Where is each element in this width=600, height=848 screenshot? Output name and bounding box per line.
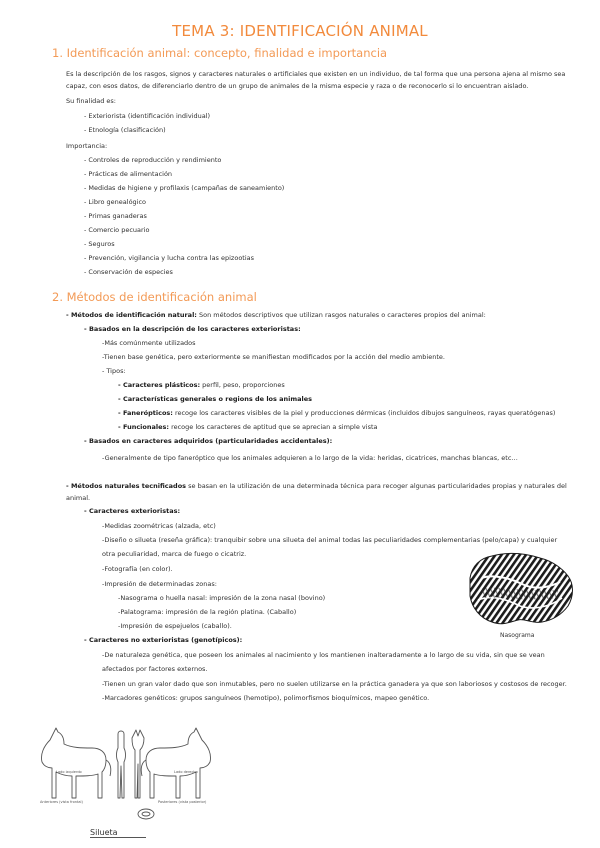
tipo-title: - Caracteres plásticos:	[118, 381, 201, 389]
finalidad-item: - Etnología (clasificación)	[84, 126, 166, 134]
subsection-exterioristas: - Basados en la descripción de los caracteres exterioristas:	[84, 325, 301, 333]
importancia-item: - Libro genealógico	[84, 198, 147, 206]
tipo-item	[118, 423, 378, 432]
section2-heading: 2. Métodos de identificación animal	[52, 290, 257, 304]
silueta-caption: Silueta	[90, 828, 146, 838]
nasograma-caption: Nasograma	[500, 632, 535, 639]
method-tecnificado-text-2: animal.	[66, 494, 91, 502]
text-line: -Fotografía (en color).	[102, 565, 173, 573]
silueta-image	[36, 718, 216, 830]
text-line: otra peculiaridad, marca de fuego o cicatriz.	[102, 550, 247, 558]
tipo-title: - Funcionales:	[118, 423, 169, 431]
silueta-label: Posteriores (vista posterior)	[158, 800, 207, 804]
tipo-text: perfil, peso, proporciones	[200, 381, 285, 389]
text-line: -Tienen un gran valor dado que son inmutables, pero no suelen utilizarse en la práctica ganadera ya que son laboriosos y costosos de recoger.	[102, 680, 567, 688]
method-tecnificado-text: se basan en la utilización de una determinada técnica para recoger algunas particularidades propias y naturales del	[186, 482, 567, 490]
method-natural-text: Son métodos descriptivos que utilizan rasgos naturales o caracteres propios del animal:	[196, 311, 486, 319]
zona-item: -Palatograma: impresión de la región platina. (Caballo)	[118, 608, 297, 616]
importancia-item: - Controles de reproducción y rendimiento	[84, 156, 222, 164]
zona-item: -Nasograma o huella nasal: impresión de la zona nasal (bovino)	[118, 594, 326, 602]
text-line: afectados por factores externos.	[102, 665, 208, 673]
subsection-genotipicos: - Caracteres no exterioristas (genotípicos):	[84, 636, 243, 644]
importancia-item: - Prácticas de alimentación	[84, 170, 173, 178]
method-tecnificado	[66, 482, 567, 491]
importancia-item: - Seguros	[84, 240, 115, 248]
section1-heading: 1. Identificación animal: concepto, finalidad e importancia	[52, 46, 388, 60]
text-line: - Tipos:	[102, 367, 126, 375]
tipo-text: recoge los caracteres de aptitud que se aprecian a simple vista	[169, 423, 378, 431]
text-line: -Diseño o silueta (reseña gráfica): tranquibir sobre una silueta del animal todas las peculiaridades complementarias (pelo/capa) y cualquier	[102, 536, 558, 544]
importancia-item: - Medidas de higiene y profilaxis (campañas de saneamiento)	[84, 184, 285, 192]
tipo-text: recoge los caracteres visibles de la piel y producciones dérmicas (incluidos dibujos sanguíneos, rayas queratógenas)	[172, 409, 556, 417]
tipo-title: - Fanerópticos:	[118, 409, 173, 417]
text-line: -Generalmente de tipo faneróptico que los animales adquieren a lo largo de la vida: heridas, cicatrices, manchas blancas, etc…	[102, 454, 518, 462]
importancia-label: Importancia:	[66, 142, 108, 150]
silueta-label: Anteriores (vista frontal)	[40, 800, 83, 804]
tipo-item	[118, 381, 285, 390]
text-line: -Más comúnmente utilizados	[102, 339, 196, 347]
method-tecnificado-title: - Métodos naturales tecnificados	[66, 482, 187, 490]
text-line: -Tienen base genética, pero exteriormente se manifiestan modificados por la acción del medio ambiente.	[102, 353, 445, 361]
tipo-item	[118, 409, 555, 418]
nasograma-image	[462, 548, 578, 630]
subsection-caracteres-exterioristas: - Caracteres exterioristas:	[84, 507, 181, 515]
text-line: -Marcadores genéticos: grupos sanguíneos (hemotipo), polimorfismos bioquímicos, mapeo genético.	[102, 694, 430, 702]
zona-item: -Impresión de espejuelos (caballo).	[118, 622, 232, 630]
silueta-label: Lado derecho	[174, 770, 198, 774]
text-line: -Impresión de determinadas zonas:	[102, 580, 217, 588]
text-line: -Medidas zoométricas (alzada, etc)	[102, 522, 216, 530]
intro-line-2: capaz, con esos datos, de diferenciarlo dentro de un grupo de animales de la misma especie y raza o de reconocerlo si lo encuentran aislado.	[66, 82, 529, 90]
finalidad-label: Su finalidad es:	[66, 97, 116, 105]
intro-line-1: Es la descripción de los rasgos, signos y caracteres naturales o artificiales que existen en un individuo, de tal forma que una persona ajena al mismo sea	[66, 70, 566, 78]
silueta-label: Lado izquierdo	[56, 770, 82, 774]
method-natural-title: - Métodos de identificación natural:	[66, 311, 197, 319]
importancia-item: - Prevención, vigilancia y lucha contra las epizootias	[84, 254, 255, 262]
tipo-item: - Características generales o regions de los animales	[118, 395, 313, 403]
finalidad-item: - Exteriorista (identificación individual)	[84, 112, 211, 120]
subsection-adquiridos: - Basados en caracteres adquiridos (particularidades accidentales):	[84, 437, 333, 445]
text-line: -De naturaleza genética, que poseen los animales al nacimiento y los mantienen inalteradamente a lo largo de su vida, sin que se vean	[102, 651, 545, 659]
importancia-item: - Primas ganaderas	[84, 212, 147, 220]
importancia-item: - Comercio pecuario	[84, 226, 150, 234]
importancia-item: - Conservación de especies	[84, 268, 173, 276]
page-title: TEMA 3: IDENTIFICACIÓN ANIMAL	[172, 22, 428, 40]
method-natural	[66, 311, 486, 320]
